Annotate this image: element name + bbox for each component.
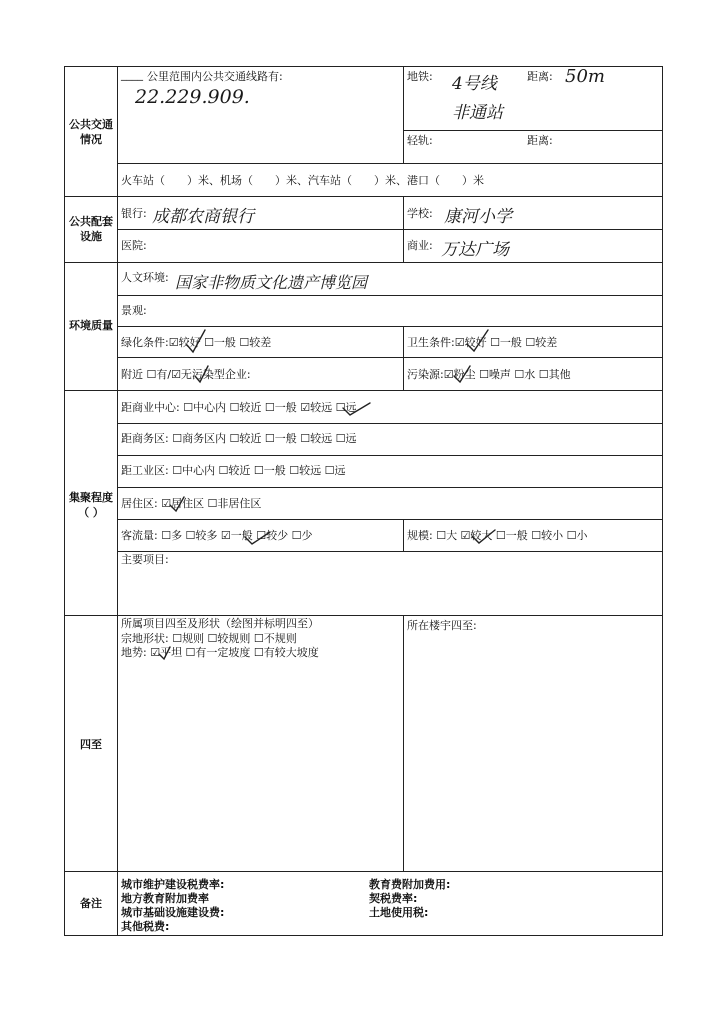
light-rail-label: 轻轨: (407, 134, 433, 147)
infrastructure-construction-fee: 城市基础设施建设费: (121, 906, 225, 919)
distance-industrial-zone[interactable]: 距工业区: ☐中心内 ☐较近 ☐一般 ☐较远 ☐远 (121, 464, 346, 477)
bus-routes-handwritten[interactable]: 22.229.909. (135, 86, 250, 108)
label-remarks: 备注 (80, 897, 102, 910)
metro-distance-label: 距离: (527, 70, 553, 83)
greening-options[interactable]: 绿化条件:☑较好 ☐一般 ☐较差 (121, 336, 272, 349)
check-mark-passenger-general (245, 532, 270, 544)
building-boundaries-title: 所在楼宇四至: (407, 619, 477, 632)
check-mark-scale-large (472, 530, 495, 543)
bus-radius-blank[interactable]: ____ (121, 68, 143, 81)
scale-options[interactable]: 规模: ☐大 ☑较大 ☐一般 ☐较小 ☐小 (407, 529, 588, 542)
label-boundaries: 四至 (80, 738, 102, 751)
metro-handwritten-station[interactable]: 非通站 (452, 103, 503, 123)
light-rail-distance-label: 距离: (527, 134, 553, 147)
metro-handwritten-line[interactable]: 4号线 (452, 74, 497, 94)
education-surcharge-fee: 教育费附加费用: (369, 878, 451, 891)
label-agglomeration-paren: （ ） (78, 506, 104, 519)
urban-maintenance-tax-rate: 城市维护建设税费率: (121, 878, 225, 891)
hygiene-options[interactable]: 卫生条件:☑较好 ☐一般 ☐较差 (407, 336, 558, 349)
bus-routes-label: 公里范围内公共交通线路有: (147, 70, 283, 83)
commerce-label: 商业: (407, 239, 433, 252)
label-supporting-line2: 设施 (80, 230, 102, 243)
school-label: 学校: (407, 207, 433, 220)
check-mark-far-commercial (343, 403, 370, 415)
commerce-handwritten[interactable]: 万达广场 (441, 240, 509, 260)
humanities-label: 人文环境: (121, 271, 169, 284)
main-projects-label: 主要项目: (121, 553, 169, 566)
label-public-transport-line2: 情况 (80, 133, 102, 146)
label-supporting-line1: 公共配套 (69, 215, 113, 228)
hospital-label: 医院: (121, 239, 147, 252)
bank-label: 银行: (121, 207, 147, 220)
distance-commercial-center[interactable]: 距商业中心: ☐中心内 ☐较近 ☐一般 ☑较远 ☐远 (121, 401, 357, 414)
check-mark-dust (454, 366, 470, 382)
metro-distance-handwritten[interactable]: 50m (565, 66, 605, 87)
label-agglomeration-line1: 集聚程度 (69, 491, 113, 504)
nearby-polluting-enterprise[interactable]: 附近 ☐有/☑无污染型企业: (121, 368, 251, 381)
metro-label: 地铁: (407, 70, 433, 83)
project-boundaries-title: 所属项目四至及形状（绘图并标明四至） (121, 617, 319, 630)
stations-distance-line[interactable]: 火车站（ ）米、机场（ ）米、汽车站（ ）米、港口（ ）米 (121, 174, 484, 187)
check-mark-hygiene (467, 330, 488, 351)
check-mark-flat-terrain (159, 647, 170, 659)
land-shape-options[interactable]: 宗地形状: ☐规则 ☐较规则 ☐不规则 (121, 632, 297, 645)
pollution-source-options[interactable]: 污染源:☑粉尘 ☐噪声 ☐水 ☐其他 (407, 368, 571, 381)
land-use-tax: 土地使用税: (369, 906, 429, 919)
label-environment-quality: 环境质量 (69, 319, 113, 332)
local-education-surcharge-rate: 地方教育附加费率 (121, 892, 209, 905)
check-mark-greening (187, 330, 205, 352)
label-public-transport-line1: 公共交通 (69, 118, 113, 131)
check-mark-no-pollution-enterprise (195, 366, 208, 382)
scenery-label: 景观: (121, 304, 147, 317)
other-taxes-fees: 其他税费: (121, 920, 170, 933)
check-mark-residential (170, 497, 184, 511)
passenger-flow-options[interactable]: 客流量: ☐多 ☐较多 ☑一般 ☐较少 ☐少 (121, 529, 313, 542)
deed-tax-rate: 契税费率: (369, 892, 418, 905)
terrain-options[interactable]: 地势: ☑平坦 ☐有一定坡度 ☐有较大坡度 (121, 646, 319, 659)
bank-handwritten[interactable]: 成都农商银行 (152, 207, 254, 227)
humanities-handwritten[interactable]: 国家非物质文化遗产博览园 (175, 273, 368, 292)
residential-zone-options[interactable]: 居住区: ☑居住区 ☐非居住区 (121, 497, 262, 510)
school-handwritten[interactable]: 康河小学 (444, 207, 512, 227)
distance-business-district[interactable]: 距商务区: ☐商务区内 ☐较近 ☐一般 ☐较远 ☐远 (121, 432, 357, 445)
